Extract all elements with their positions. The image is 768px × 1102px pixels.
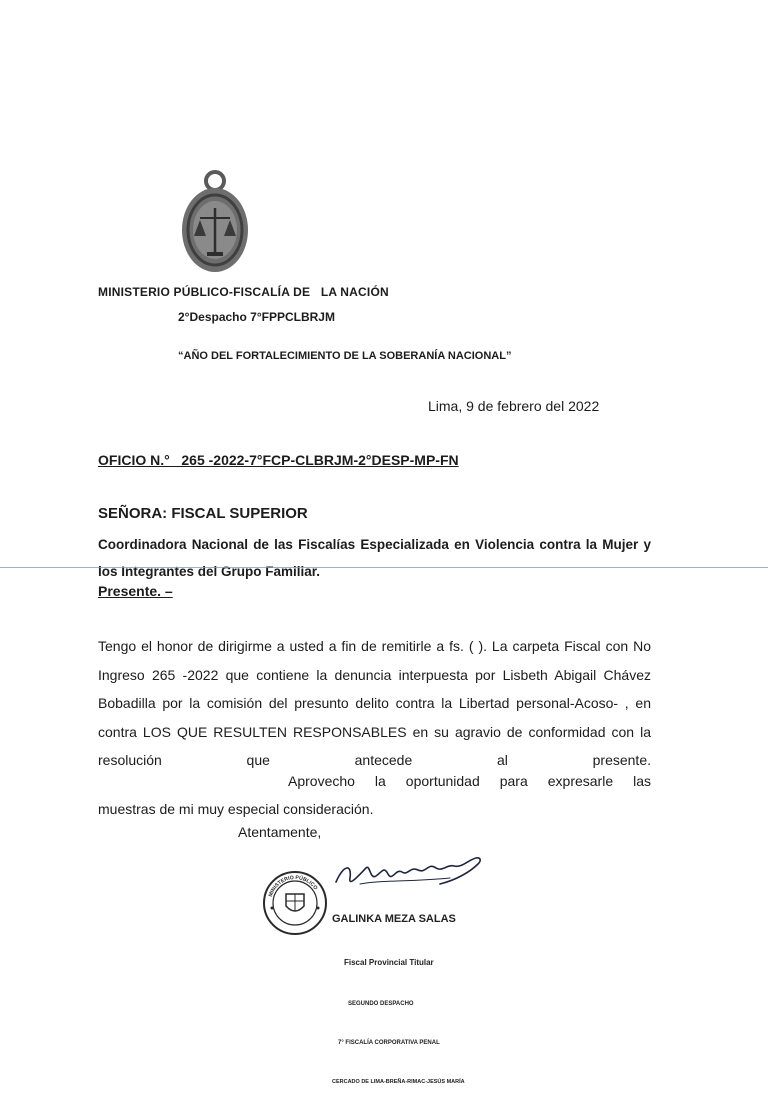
seal-text: MINISTERIO PÚBLICO — [267, 874, 319, 898]
date-line: Lima, 9 de febrero del 2022 — [428, 398, 600, 414]
closing-paragraph — [98, 767, 651, 823]
signer-unit: 7° FISCALÍA CORPORATIVA PENAL — [338, 1040, 440, 1046]
salutation: SEÑORA: FISCAL SUPERIOR — [98, 505, 308, 522]
signer-office: SEGUNDO DESPACHO — [348, 1001, 414, 1007]
signer-title: Fiscal Provincial Titular — [344, 958, 434, 967]
signature-stamp — [332, 882, 465, 1102]
presente-line: Presente. – — [98, 583, 173, 599]
regards: Atentamente, — [238, 824, 322, 840]
justice-scales-emblem-icon — [170, 168, 260, 276]
closing-line-2: muestras de mi muy especial consideración. — [98, 801, 374, 817]
document-reference: OFICIO N.° 265 -2022-7°FCP-CLBRJM-2°DESP-MP-FN — [98, 452, 459, 468]
signer-name: GALINKA MEZA SALAS — [332, 913, 456, 925]
recipient: Coordinadora Nacional de las Fiscalías Especializada en Violencia contra la Mujer y los Integrantes del Grupo Familiar. — [98, 537, 651, 579]
year-motto: “AÑO DEL FORTALECIMIENTO DE LA SOBERANÍA NACIONAL” — [178, 350, 512, 362]
closing-line-1: Aprovecho la oportunidad para expresarle las — [288, 773, 651, 789]
scan-line-divider — [0, 567, 768, 568]
official-seal-icon — [262, 870, 328, 936]
body-paragraph: Tengo el honor de dirigirme a usted a fin de remitirle a fs. ( ). La carpeta Fiscal con No Ingreso 265 -2022 que contiene la denuncia interpuesta por Lisbeth Abigail Chávez Bobadilla por la comisión del presunto delito contra la Libertad personal-Acoso- , en contra LOS QUE RESULTEN RESPONSABLES en su agravio de conformidad con la resolución que antecede al presente. — [98, 638, 651, 768]
office-header: 2°Despacho 7°FPPCLBRJM — [178, 310, 335, 324]
ministry-header: MINISTERIO PÚBLICO-FISCALÍA DE LA NACIÓN — [98, 285, 389, 299]
signer-district: CERCADO DE LIMA-BREÑA-RIMAC-JESÚS MARÍA — [332, 1079, 465, 1085]
